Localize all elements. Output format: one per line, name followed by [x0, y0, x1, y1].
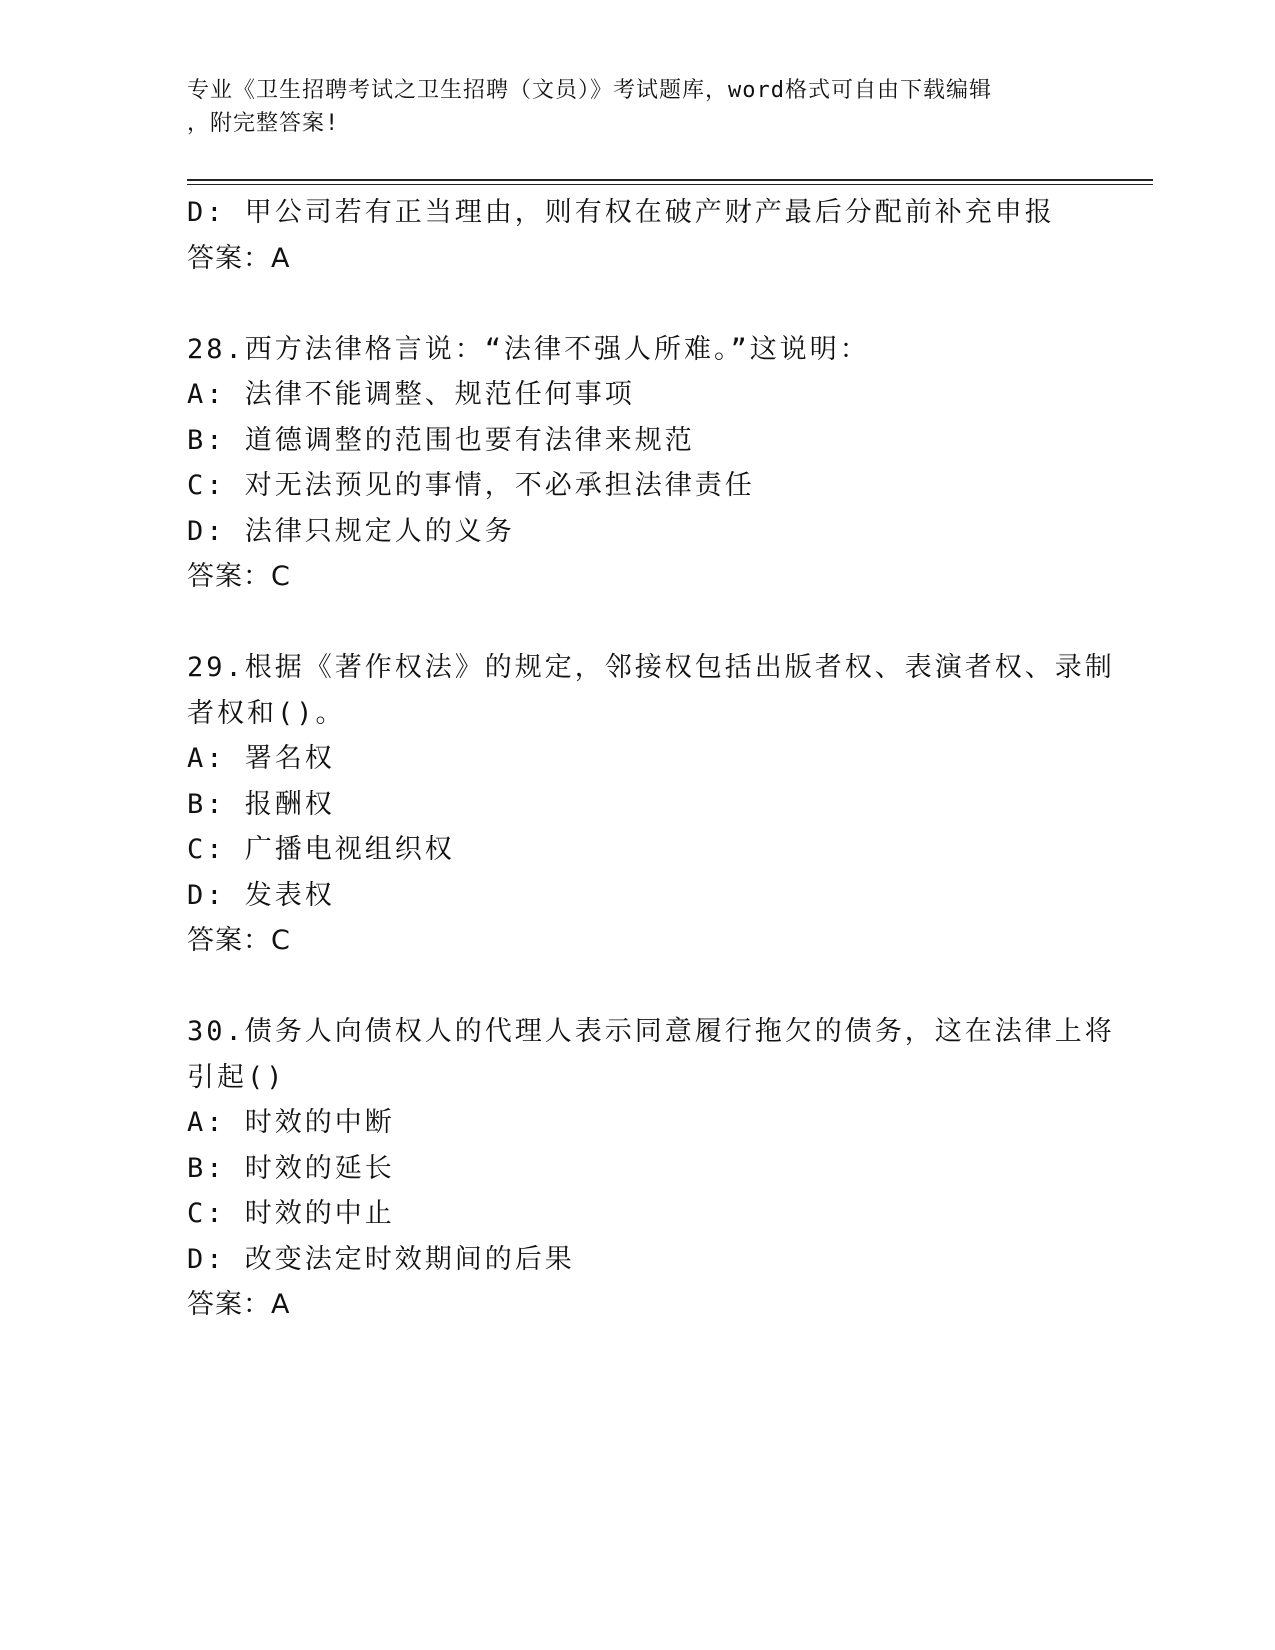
option-c: C: 对无法预见的事情，不必承担法律责任 — [187, 470, 755, 501]
header-line-1: 专业《卫生招聘考试之卫生招聘（文员）》考试题库，word格式可自由下载编辑 — [187, 78, 992, 103]
answer: 答案：C — [187, 925, 291, 956]
option-a: A: 时效的中断 — [187, 1107, 395, 1138]
question-stem-cont: 者权和()。 — [187, 697, 346, 729]
question-stem-cont: 引起() — [187, 1061, 286, 1093]
option-c: C: 时效的中止 — [187, 1198, 395, 1229]
option-b: B: 道德调整的范围也要有法律来规范 — [187, 424, 695, 456]
header-divider-thin — [187, 184, 1153, 185]
option-d: D: 法律只规定人的义务 — [187, 515, 515, 547]
option-a: A: 法律不能调整、规范任何事项 — [187, 379, 635, 410]
question-stem: 29.根据《著作权法》的规定，邻接权包括出版者权、表演者权、录制 — [187, 652, 1115, 683]
option-d: D: 改变法定时效期间的后果 — [187, 1243, 575, 1275]
question-29 — [187, 645, 1115, 964]
document-header — [187, 74, 1087, 140]
option-d: D: 甲公司若有正当理由，则有权在破产财产最后分配前补充申报 — [187, 197, 1055, 228]
question-28 — [187, 327, 1087, 600]
option-d: D: 发表权 — [187, 879, 335, 911]
question-30 — [187, 1009, 1115, 1328]
option-a: A: 署名权 — [187, 743, 335, 774]
question-stem: 30.债务人向债权人的代理人表示同意履行拖欠的债务，这在法律上将 — [187, 1016, 1115, 1047]
option-b: B: 报酬权 — [187, 788, 335, 820]
question-stem: 28.西方法律格言说：“法律不强人所难。”这说明： — [187, 333, 870, 365]
option-b: B: 时效的延长 — [187, 1152, 395, 1184]
header-divider-thick — [187, 179, 1153, 181]
answer: 答案：A — [187, 1289, 291, 1320]
option-c: C: 广播电视组织权 — [187, 834, 455, 865]
answer: 答案：A — [187, 242, 291, 274]
answer: 答案：C — [187, 561, 291, 592]
header-line-2: ，附完整答案! — [187, 111, 340, 136]
question-list — [187, 190, 1115, 1328]
